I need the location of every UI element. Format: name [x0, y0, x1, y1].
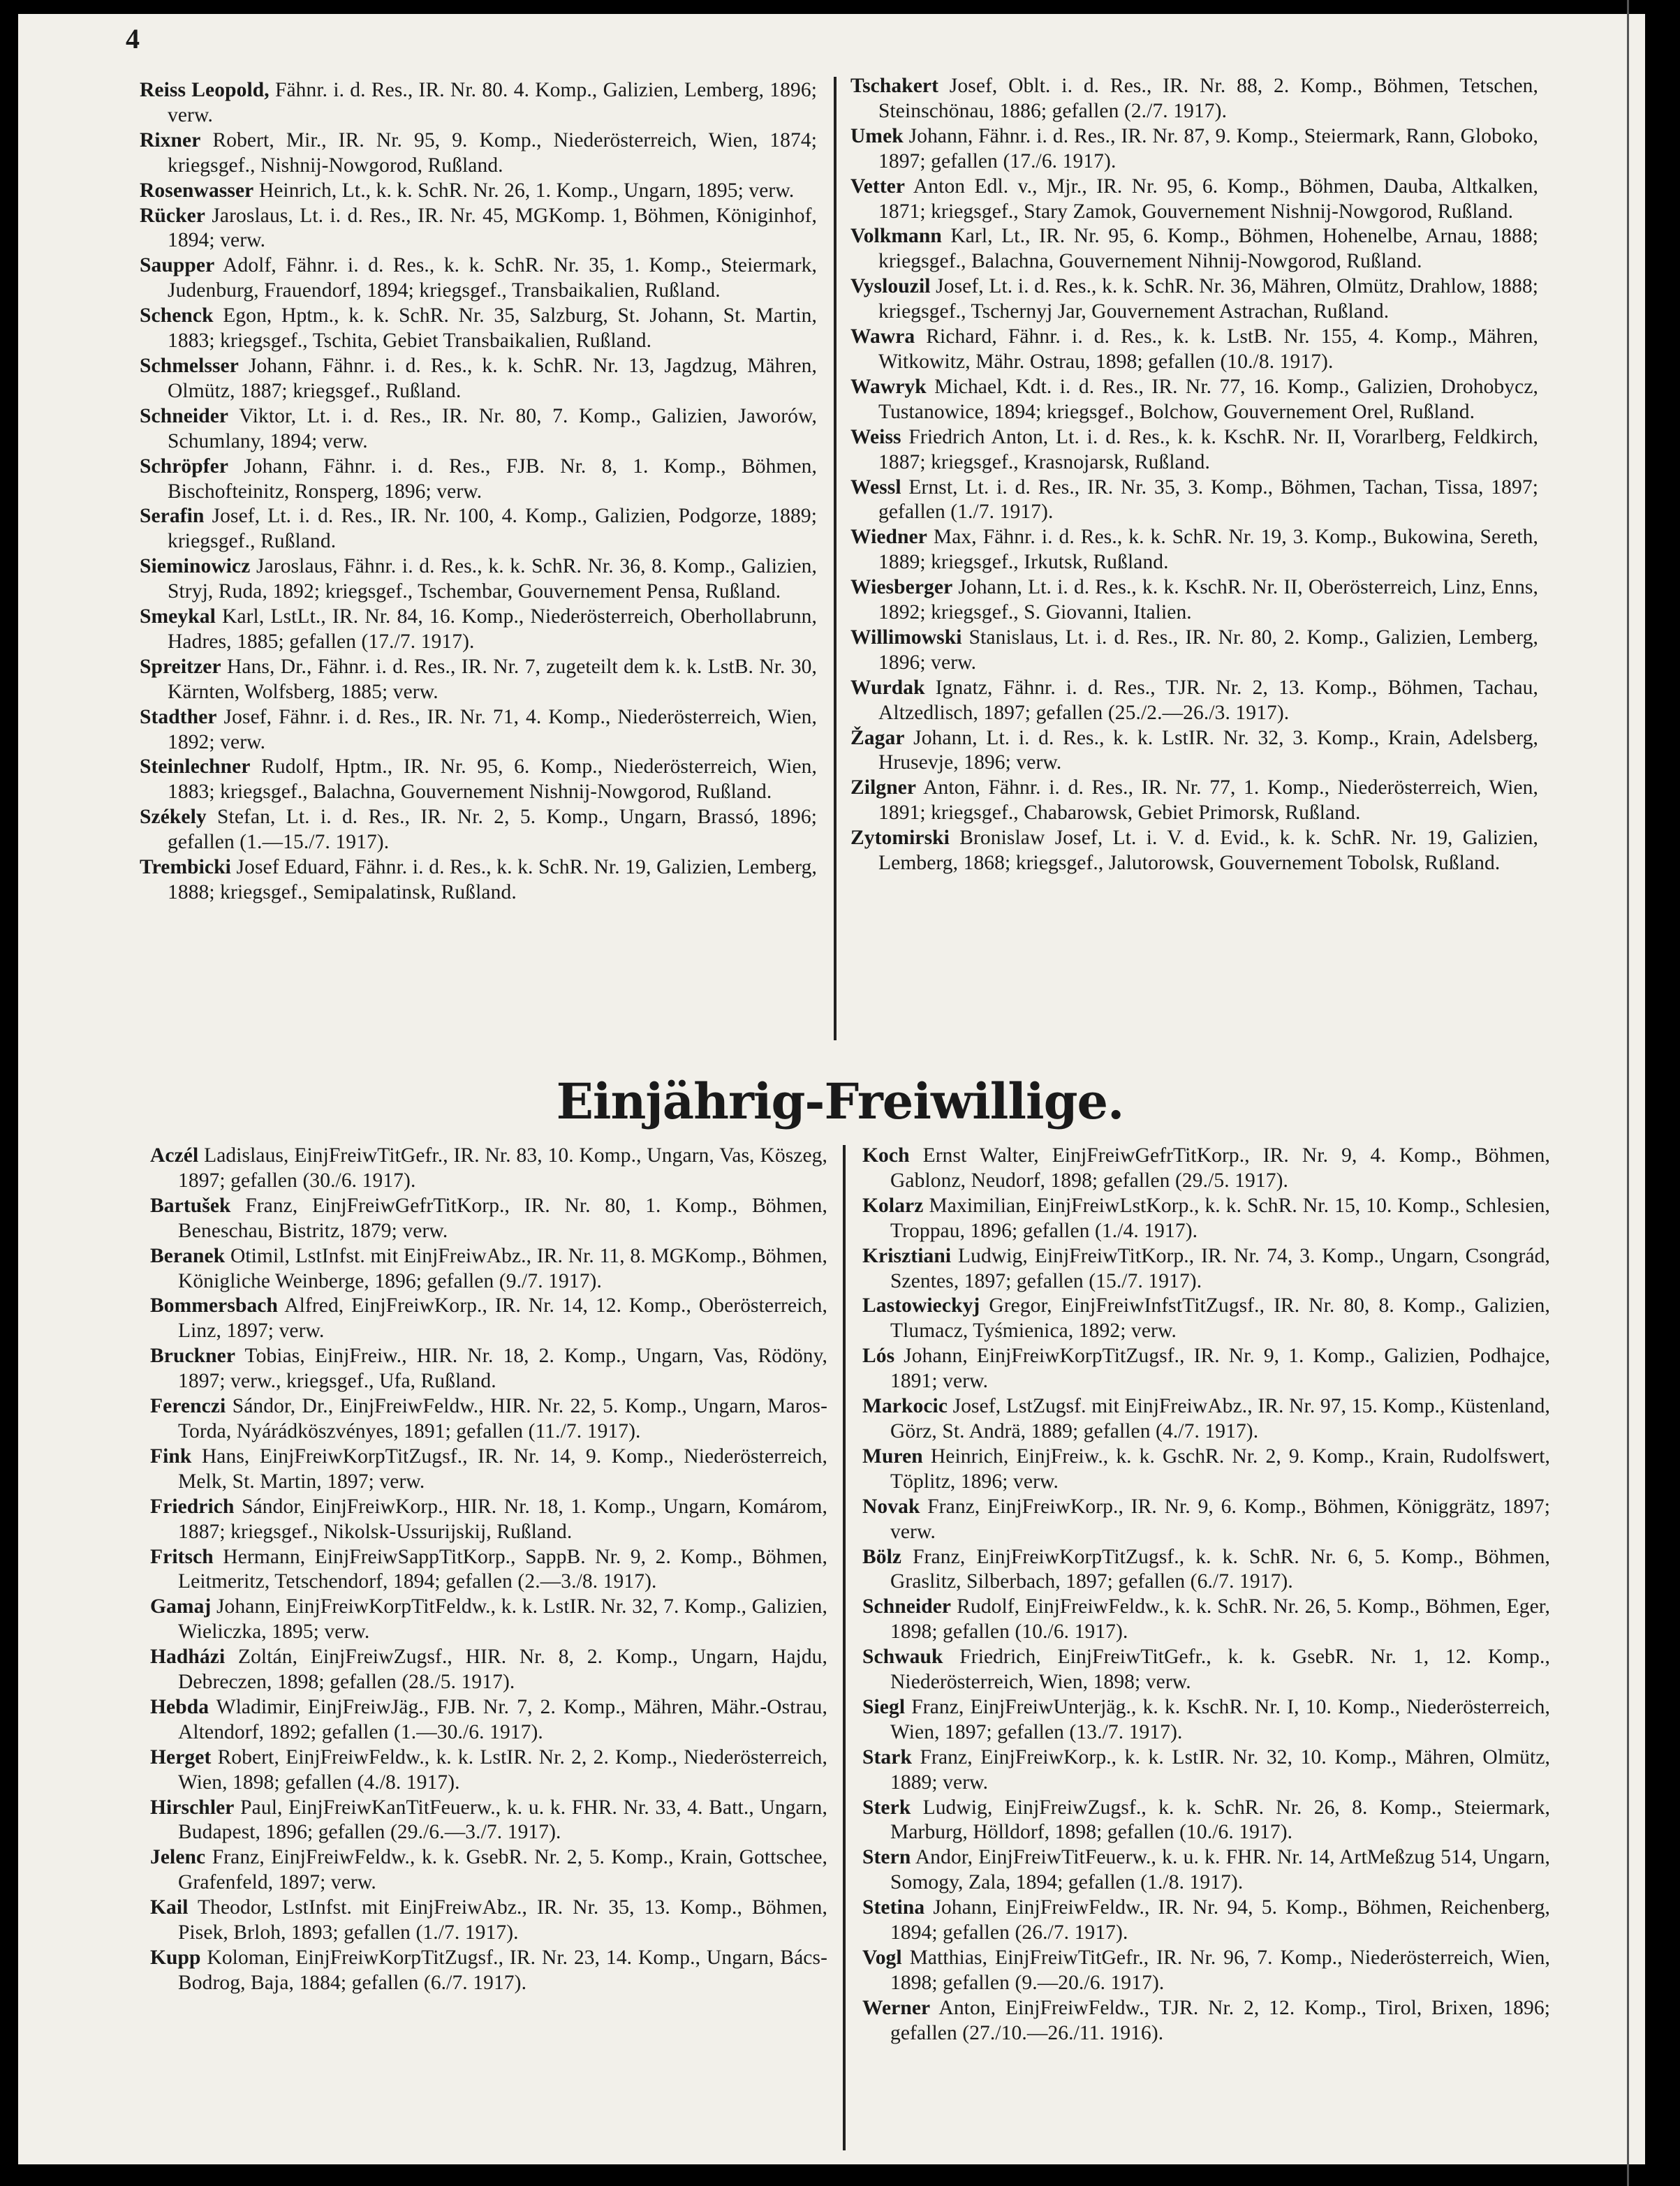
entry-details: Karl, LstLt., IR. Nr. 84, 16. Komp., Niederösterreich, Oberhollabrunn, Hadres, 1885; gefallen (17./7. 1917).: [168, 605, 817, 653]
list-item: [150, 1144, 827, 1194]
list-item: [140, 404, 817, 455]
entry-details: Anton, Fähnr. i. d. Res., IR. Nr. 77, 1. Komp., Niederösterreich, Wien, 1891; kriegsgef., Chabarowsk, Gebiet Primorsk, Rußland.: [878, 776, 1538, 825]
list-item: [150, 1194, 827, 1244]
entry-surname: Weiss: [850, 425, 901, 448]
entry-surname: Zilgner: [850, 776, 917, 799]
list-item: [140, 128, 817, 179]
list-item: [862, 1996, 1550, 2046]
list-item: [140, 504, 817, 554]
entry-details: Johann, EinjFreiwKorpTitZugsf., IR. Nr. 9, 1. Komp., Galizien, Podhajce, 1891; verw.: [890, 1345, 1550, 1393]
entry-surname: Rosenwasser: [140, 179, 254, 202]
entry-details: Josef, Lt. i. d. Res., IR. Nr. 100, 4. Komp., Galizien, Podgorze, 1889; kriegsgef., Rußland.: [168, 505, 817, 553]
entry-surname: Smeykal: [140, 605, 216, 628]
entry-details: Josef, LstZugsf. mit EinjFreiwAbz., IR. Nr. 97, 15. Komp., Küstenland, Görz, St. Andrä, 1889; gefallen (4./7. 1917).: [890, 1395, 1550, 1442]
entry-details: Ludwig, EinjFreiwTitKorp., IR. Nr. 74, 3. Komp., Ungarn, Csongrád, Szentes, 1897; gefallen (15./7. 1917).: [890, 1244, 1550, 1292]
entry-details: Zoltán, EinjFreiwZugsf., HIR. Nr. 8, 2. Komp., Ungarn, Hajdu, Debreczen, 1898; gefallen (28./5. 1917).: [178, 1646, 827, 1694]
entry-surname: Rixner: [140, 128, 201, 152]
entry-details: Josef, Lt. i. d. Res., k. k. SchR. Nr. 36, Mähren, Olmütz, Drahlow, 1888; kriegsgef., Tschernyj Jar, Gouvernement Astrachan, Rußland.: [878, 275, 1538, 323]
list-item: [850, 575, 1538, 626]
entry-surname: Fink: [150, 1445, 192, 1468]
entry-surname: Stark: [862, 1745, 912, 1768]
entry-surname: Ferenczi: [150, 1395, 226, 1418]
entry-details: Stefan, Lt. i. d. Res., IR. Nr. 2, 5. Komp., Ungarn, Brassó, 1896; gefallen (1.—15./7. 1917).: [168, 806, 817, 854]
entry-surname: Siegl: [862, 1695, 906, 1718]
entry-surname: Bruckner: [150, 1345, 236, 1368]
entry-details: Franz, EinjFreiwKorp., k. k. LstIR. Nr. 32, 10. Komp., Mähren, Olmütz, 1889; verw.: [890, 1745, 1550, 1794]
list-item: [140, 78, 817, 128]
list-item: [150, 1946, 827, 1996]
entry-surname: Vogl: [862, 1947, 902, 1969]
entry-surname: Stern: [862, 1846, 911, 1869]
list-item: [150, 1344, 827, 1394]
entry-surname: Hadházi: [150, 1646, 226, 1669]
entry-surname: Stetina: [862, 1896, 925, 1919]
entry-surname: Wiesberger: [850, 576, 953, 599]
list-item: [850, 626, 1538, 676]
entry-surname: Zytomirski: [850, 827, 950, 850]
entry-details: Anton, EinjFreiwFeldw., TJR. Nr. 2, 12. Komp., Tirol, Brixen, 1896; gefallen (27./10.—26./11. 1916).: [890, 1996, 1550, 2044]
entry-details: Johann, Fähnr. i. d. Res., k. k. SchR. Nr. 13, Jagdzug, Mähren, Olmütz, 1887; kriegsgef., Rußland.: [168, 354, 817, 402]
entry-surname: Wiedner: [850, 526, 927, 549]
list-item: [140, 455, 817, 505]
entry-surname: Kail: [150, 1896, 189, 1919]
list-item: [140, 554, 817, 605]
entry-surname: Wurdak: [850, 676, 925, 699]
entry-details: Paul, EinjFreiwKanTitFeuerw., k. u. k. FHR. Nr. 33, 4. Batt., Ungarn, Budapest, 1896; gefallen (29./6.—3./7. 1917).: [178, 1796, 827, 1844]
entry-details: Josef, Oblt. i. d. Res., IR. Nr. 88, 2. Komp., Böhmen, Tetschen, Steinschönau, 1886; gefallen (2./7. 1917).: [878, 75, 1538, 122]
list-item: [150, 1244, 827, 1294]
entry-surname: Lós: [862, 1345, 895, 1368]
list-item: [850, 224, 1538, 274]
entry-surname: Markocic: [862, 1395, 948, 1418]
entry-details: Wladimir, EinjFreiwJäg., FJB. Nr. 7, 2. Komp., Mähren, Mähr.-Ostrau, Altendorf, 1892; gefallen (1.—30./6. 1917).: [178, 1695, 827, 1743]
entry-details: Ladislaus, EinjFreiwTitGefr., IR. Nr. 83, 10. Komp., Ungarn, Vas, Köszeg, 1897; gefallen (30./6. 1917).: [178, 1144, 827, 1192]
entry-surname: Willimowski: [850, 626, 962, 649]
entry-surname: Novak: [862, 1495, 920, 1518]
top-left-column: [140, 78, 817, 906]
entry-details: Johann, Lt. i. d. Res., k. k. LstIR. Nr. 32, 3. Komp., Krain, Adelsberg, Hrusevje, 1896; verw.: [878, 726, 1538, 774]
entry-details: Sándor, EinjFreiwKorp., HIR. Nr. 18, 1. Komp., Ungarn, Komárom, 1887; kriegsgef., Nikolsk-Ussurijskij, Rußland.: [178, 1495, 827, 1543]
entry-details: Johann, Fähnr. i. d. Res., FJB. Nr. 8, 1. Komp., Böhmen, Bischofteinitz, Ronsperg, 1896; verw.: [168, 455, 817, 503]
list-item: [850, 676, 1538, 726]
list-item: [150, 1495, 827, 1545]
bottom-right-column: [862, 1144, 1550, 2046]
entry-surname: Gamaj: [150, 1595, 212, 1618]
entry-surname: Wawryk: [850, 375, 927, 398]
list-item: [862, 1745, 1550, 1796]
entry-details: Robert, Mir., IR. Nr. 95, 9. Komp., Niederösterreich, Wien, 1874; kriegsgef., Nishnij-Nowgorod, Rußland.: [168, 128, 817, 177]
entry-details: Matthias, EinjFreiwTitGefr., IR. Nr. 96, 7. Komp., Niederösterreich, Wien, 1898; gefallen (9.—20./6. 1917).: [890, 1947, 1550, 1994]
list-item: [150, 1545, 827, 1595]
list-item: [862, 1695, 1550, 1745]
entry-details: Hans, EinjFreiwKorpTitZugsf., IR. Nr. 14, 9. Komp., Niederösterreich, Melk, St. Martin, 1897; verw.: [178, 1445, 827, 1493]
entry-surname: Serafin: [140, 505, 205, 528]
list-item: [140, 253, 817, 304]
entry-surname: Koch: [862, 1144, 910, 1167]
entry-details: Johann, Lt. i. d. Res., k. k. KschR. Nr. II, Oberösterreich, Linz, Enns, 1892; kriegsgef., S. Giovanni, Italien.: [878, 576, 1538, 624]
entry-details: Ernst, Lt. i. d. Res., IR. Nr. 35, 3. Komp., Böhmen, Tachan, Tissa, 1897; gefallen (1./7. 1917).: [878, 475, 1538, 524]
entry-surname: Werner: [862, 1996, 931, 2019]
list-item: [150, 1845, 827, 1896]
entry-surname: Fritsch: [150, 1545, 214, 1568]
entry-details: Robert, EinjFreiwFeldw., k. k. LstIR. Nr. 2, 2. Komp., Niederösterreich, Wien, 1898; gefallen (4./8. 1917).: [178, 1745, 827, 1794]
entry-surname: Vyslouzil: [850, 275, 931, 298]
list-item: [862, 1595, 1550, 1645]
entry-details: Heinrich, Lt., k. k. SchR. Nr. 26, 1. Komp., Ungarn, 1895; verw.: [253, 179, 795, 202]
list-item: [862, 1946, 1550, 1996]
entry-surname: Herget: [150, 1745, 212, 1768]
list-item: [140, 605, 817, 655]
top-right-column: [850, 74, 1538, 876]
entry-surname: Kupp: [150, 1947, 201, 1969]
entry-surname: Trembicki: [140, 856, 231, 879]
list-item: [850, 525, 1538, 575]
entry-details: Johann, Fähnr. i. d. Res., IR. Nr. 87, 9. Komp., Steiermark, Rann, Globoko, 1897; gefallen (17./6. 1917).: [878, 124, 1538, 172]
column-divider-bottom: [843, 1145, 846, 2150]
list-item: [150, 1695, 827, 1745]
entry-details: Tobias, EinjFreiw., HIR. Nr. 18, 2. Komp., Ungarn, Vas, Rödöny, 1897; verw., kriegsgef., Ufa, Rußland.: [178, 1345, 827, 1393]
entry-details: Max, Fähnr. i. d. Res., k. k. SchR. Nr. 19, 3. Komp., Bukowina, Sereth, 1889; kriegsgef., Irkutsk, Rußland.: [878, 526, 1538, 574]
entry-surname: Bartušek: [150, 1194, 231, 1217]
list-item: [862, 1645, 1550, 1695]
list-item: [862, 1244, 1550, 1294]
list-item: [140, 179, 817, 204]
list-item: [140, 755, 817, 805]
list-item: [150, 1796, 827, 1846]
column-divider-top: [834, 77, 837, 1040]
list-item: [850, 475, 1538, 526]
entry-surname: Žagar: [850, 726, 905, 749]
list-item: [140, 354, 817, 404]
entry-details: Franz, EinjFreiwGefrTitKorp., IR. Nr. 80, 1. Komp., Böhmen, Beneschau, Bistritz, 1879; verw.: [178, 1194, 827, 1242]
entry-surname: Muren: [862, 1445, 923, 1468]
entry-details: Theodor, LstInfst. mit EinjFreiwAbz., IR. Nr. 35, 13. Komp., Böhmen, Pisek, Brloh, 1893; gefallen (1./7. 1917).: [178, 1896, 827, 1944]
list-item: [862, 1194, 1550, 1244]
entry-details: Egon, Hptm., k. k. SchR. Nr. 35, Salzburg, St. Johann, St. Martin, 1883; kriegsgef., Tschita, Gebiet Transbaikalien, Rußland.: [168, 304, 817, 353]
entry-surname: Reiss Leopold,: [140, 79, 270, 101]
entry-details: Ludwig, EinjFreiwZugsf., k. k. SchR. Nr. 26, 8. Komp., Steiermark, Marburg, Hölldorf, 1898; gefallen (10./6. 1917).: [890, 1796, 1550, 1844]
entry-details: Rudolf, EinjFreiwFeldw., k. k. SchR. Nr. 26, 5. Komp., Böhmen, Eger, 1898; gefallen (10./6. 1917).: [890, 1595, 1550, 1644]
entry-details: Bronislaw Josef, Lt. i. V. d. Evid., k. k. SchR. Nr. 19, Galizien, Lemberg, 1868; kriegsgef., Jalutorowsk, Gouvernement Tobolsk, Rußland.: [878, 827, 1538, 875]
entry-surname: Schwauk: [862, 1646, 943, 1669]
entry-surname: Volkmann: [850, 225, 942, 248]
list-item: [862, 1144, 1550, 1194]
entry-details: Hermann, EinjFreiwSappTitKorp., SappB. Nr. 9, 2. Komp., Böhmen, Leitmeritz, Tetschendorf, 1894; gefallen (2.—3./8. 1917).: [178, 1545, 827, 1593]
entry-surname: Vetter: [850, 175, 906, 198]
list-item: [150, 1745, 827, 1796]
entry-surname: Tschakert: [850, 75, 939, 97]
entry-details: Josef, Fähnr. i. d. Res., IR. Nr. 71, 4. Komp., Niederösterreich, Wien, 1892; verw.: [168, 705, 817, 753]
list-item: [150, 1445, 827, 1495]
list-item: [150, 1595, 827, 1645]
entry-details: Viktor, Lt. i. d. Res., IR. Nr. 80, 7. Komp., Galizien, Jaworów, Schumlany, 1894; verw.: [168, 404, 817, 452]
entry-details: Richard, Fähnr. i. d. Res., k. k. LstB. Nr. 155, 4. Komp., Mähren, Witkowitz, Mähr. Ostrau, 1898; gefallen (10./8. 1917).: [878, 325, 1538, 373]
entry-surname: Stadther: [140, 705, 217, 728]
list-item: [150, 1645, 827, 1695]
entry-surname: Jelenc: [150, 1846, 206, 1869]
list-item: [862, 1294, 1550, 1344]
entry-surname: Aczél: [150, 1144, 199, 1167]
entry-details: Michael, Kdt. i. d. Res., IR. Nr. 77, 16. Komp., Galizien, Drohobycz, Tustanowice, 1894; kriegsgef., Bolchow, Gouvernement Orel, Rußland.: [878, 375, 1538, 423]
list-item: [140, 304, 817, 354]
list-item: [850, 175, 1538, 225]
entry-details: Franz, EinjFreiwKorp., IR. Nr. 9, 6. Komp., Böhmen, Königgrätz, 1897; verw.: [890, 1495, 1550, 1543]
list-item: [862, 1445, 1550, 1495]
list-item: [150, 1394, 827, 1445]
entry-surname: Kolarz: [862, 1194, 924, 1217]
entry-details: Adolf, Fähnr. i. d. Res., k. k. SchR. Nr. 35, 1. Komp., Steiermark, Judenburg, Frauendorf, 1894; kriegsgef., Transbaikalien, Rußland.: [168, 254, 817, 302]
entry-surname: Krisztiani: [862, 1244, 952, 1267]
entry-surname: Steinlechner: [140, 755, 251, 778]
entry-surname: Saupper: [140, 254, 215, 277]
entry-details: Andor, EinjFreiwTitFeuerw., k. u. k. FHR. Nr. 14, ArtMeßzug 514, Ungarn, Somogy, Zala, 1894; gefallen (1./8. 1917).: [890, 1846, 1550, 1894]
bottom-left-column: [150, 1144, 827, 1996]
list-item: [850, 425, 1538, 475]
entry-details: Franz, EinjFreiwFeldw., k. k. GsebR. Nr. 2, 5. Komp., Krain, Gottschee, Grafenfeld, 1897; verw.: [178, 1846, 827, 1894]
entry-details: Friedrich, EinjFreiwTitGefr., k. k. GsebR. Nr. 1, 12. Komp., Niederösterreich, Wien, 1898; verw.: [890, 1646, 1550, 1694]
list-item: [850, 826, 1538, 876]
entry-details: Franz, EinjFreiwKorpTitZugsf., k. k. SchR. Nr. 6, 5. Komp., Böhmen, Graslitz, Silberbach, 1897; gefallen (6./7. 1917).: [890, 1545, 1550, 1593]
list-item: [850, 274, 1538, 325]
entry-details: Stanislaus, Lt. i. d. Res., IR. Nr. 80, 2. Komp., Galizien, Lemberg, 1896; verw.: [878, 626, 1538, 674]
entry-surname: Sterk: [862, 1796, 911, 1819]
entry-surname: Székely: [140, 806, 207, 829]
entry-details: Koloman, EinjFreiwKorpTitZugsf., IR. Nr. 23, 14. Komp., Ungarn, Bács-Bodrog, Baja, 1884; gefallen (6./7. 1917).: [178, 1947, 827, 1994]
list-item: [140, 855, 817, 906]
entry-details: Ernst Walter, EinjFreiwGefrTitKorp., IR. Nr. 9, 4. Komp., Böhmen, Gablonz, Neudorf, 1898; gefallen (29./5. 1917).: [890, 1144, 1550, 1192]
list-item: [850, 74, 1538, 124]
list-item: [850, 776, 1538, 826]
list-item: [150, 1294, 827, 1344]
entry-details: Otimil, LstInfst. mit EinjFreiwAbz., IR. Nr. 11, 8. MGKomp., Böhmen, Königliche Weinberge, 1896; gefallen (9./7. 1917).: [178, 1244, 827, 1292]
entry-surname: Lastowieckyj: [862, 1294, 980, 1317]
list-item: [140, 204, 817, 254]
entry-surname: Schneider: [862, 1595, 952, 1618]
list-item: [140, 655, 817, 705]
entry-details: Maximilian, EinjFreiwLstKorp., k. k. SchR. Nr. 15, 10. Komp., Schlesien, Troppau, 1896; gefallen (1./4. 1917).: [890, 1194, 1550, 1242]
entry-details: Josef Eduard, Fähnr. i. d. Res., k. k. SchR. Nr. 19, Galizien, Lemberg, 1888; kriegsgef., Semipalatinsk, Rußland.: [168, 856, 817, 903]
entry-details: Ignatz, Fähnr. i. d. Res., TJR. Nr. 2, 13. Komp., Böhmen, Tachau, Altzedlisch, 1897; gefallen (25./2.—26./3. 1917).: [878, 676, 1538, 724]
entry-details: Jaroslaus, Fähnr. i. d. Res., k. k. SchR. Nr. 36, 8. Komp., Galizien, Stryj, Ruda, 1892; kriegsgef., Tschembar, Gouvernement Pensa, Rußland.: [168, 555, 817, 603]
list-item: [850, 726, 1538, 776]
entry-details: Jaroslaus, Lt. i. d. Res., IR. Nr. 45, MGKomp. 1, Böhmen, Königinhof, 1894; verw.: [168, 204, 817, 252]
entry-details: Johann, EinjFreiwFeldw., IR. Nr. 94, 5. Komp., Böhmen, Reichenberg, 1894; gefallen (26./7. 1917).: [890, 1896, 1550, 1944]
entry-surname: Schenck: [140, 304, 214, 327]
entry-details: Rudolf, Hptm., IR. Nr. 95, 6. Komp., Niederösterreich, Wien, 1883; kriegsgef., Balachna, Gouvernement Nishnij-Nowgorod, Rußland.: [168, 755, 817, 804]
entry-details: Anton Edl. v., Mjr., IR. Nr. 95, 6. Komp., Böhmen, Dauba, Altkalken, 1871; kriegsgef., Stary Zamok, Gouvernement Nishnij-Nowgorod, Rußland.: [878, 175, 1538, 223]
entry-details: Friedrich Anton, Lt. i. d. Res., k. k. KschR. Nr. II, Vorarlberg, Feldkirch, 1887; kriegsgef., Krasnojarsk, Rußland.: [878, 425, 1538, 473]
list-item: [850, 124, 1538, 175]
entry-surname: Spreitzer: [140, 655, 221, 678]
list-item: [140, 805, 817, 855]
entry-surname: Sieminowicz: [140, 555, 251, 578]
entry-details: Alfred, EinjFreiwKorp., IR. Nr. 14, 12. Komp., Oberösterreich, Linz, 1897; verw.: [178, 1294, 827, 1343]
list-item: [150, 1896, 827, 1946]
entry-surname: Umek: [850, 124, 904, 147]
list-item: [862, 1545, 1550, 1595]
section-heading: Einjährig-Freiwillige.: [556, 1072, 1124, 1130]
list-item: [850, 325, 1538, 375]
entry-surname: Wawra: [850, 325, 915, 348]
list-item: [862, 1495, 1550, 1545]
list-item: [850, 375, 1538, 425]
entry-surname: Schneider: [140, 404, 229, 427]
entry-details: Gregor, EinjFreiwInfstTitZugsf., IR. Nr. 80, 8. Komp., Galizien, Tlumacz, Tyśmienica, 1892; verw.: [890, 1294, 1550, 1343]
entry-surname: Bölz: [862, 1545, 902, 1568]
entry-surname: Schröpfer: [140, 455, 229, 478]
entry-surname: Rücker: [140, 204, 205, 227]
list-item: [862, 1845, 1550, 1896]
entry-surname: Bommersbach: [150, 1294, 278, 1317]
entry-details: Franz, EinjFreiwUnterjäg., k. k. KschR. Nr. I, 10. Komp., Niederösterreich, Wien, 1897; gefallen (13./7. 1917).: [890, 1695, 1550, 1743]
entry-surname: Friedrich: [150, 1495, 235, 1518]
entry-details: Johann, EinjFreiwKorpTitFeldw., k. k. LstIR. Nr. 32, 7. Komp., Galizien, Wieliczka, 1895; verw.: [178, 1595, 827, 1644]
entry-details: Karl, Lt., IR. Nr. 95, 6. Komp., Böhmen, Hohenelbe, Arnau, 1888; kriegsgef., Balachna, Gouvernement Nihnij-Nowgorod, Rußland.: [878, 225, 1538, 273]
entry-details: Heinrich, EinjFreiw., k. k. GschR. Nr. 2, 9. Komp., Krain, Rudolfswert, Töplitz, 1896; verw.: [890, 1445, 1550, 1493]
list-item: [862, 1796, 1550, 1846]
entry-surname: Schmelsser: [140, 354, 239, 377]
entry-details: Sándor, Dr., EinjFreiwFeldw., HIR. Nr. 22, 5. Komp., Ungarn, Maros-Torda, Nyárádköszvényes, 1891; gefallen (11./7. 1917).: [178, 1395, 827, 1442]
entry-details: Hans, Dr., Fähnr. i. d. Res., IR. Nr. 7, zugeteilt dem k. k. LstB. Nr. 30, Kärnten, Wolfsberg, 1885; verw.: [168, 655, 817, 703]
entry-surname: Hirschler: [150, 1796, 235, 1819]
list-item: [862, 1896, 1550, 1946]
entry-surname: Beranek: [150, 1244, 226, 1267]
list-item: [862, 1394, 1550, 1445]
list-item: [140, 705, 817, 755]
entry-surname: Wessl: [850, 475, 901, 499]
list-item: [862, 1344, 1550, 1394]
page-number: 4: [126, 23, 140, 54]
entry-details: Fähnr. i. d. Res., IR. Nr. 80. 4. Komp., Galizien, Lemberg, 1896; verw.: [168, 79, 818, 126]
entry-surname: Hebda: [150, 1695, 209, 1718]
